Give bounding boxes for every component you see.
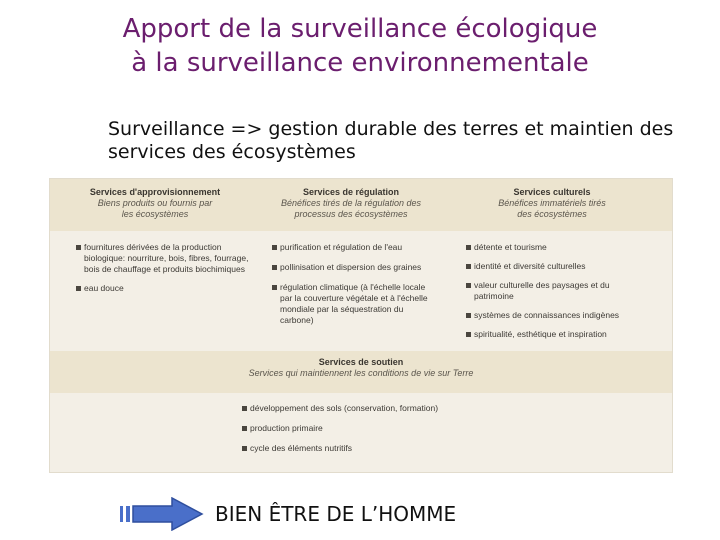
list-item: systèmes de connaissances indigènes	[466, 310, 646, 321]
slide-title	[0, 12, 720, 80]
cultural-heading: Services culturels	[513, 187, 591, 197]
cultural-subheading: Bénéfices immatériels tirés des écosystèmes	[498, 198, 606, 219]
provisioning-heading: Services d'approvisionnement	[89, 187, 221, 197]
regulation-header	[262, 187, 440, 220]
list-item: cycle des éléments nutritifs	[242, 443, 502, 454]
slide-subtitle: Surveillance => gestion durable des terres et maintien des services des écosystèmes	[108, 118, 674, 163]
list-item: régulation climatique (à l'échelle locale par la couverture végétale et à l'échelle mondiale par la séquestration du carbone)	[272, 282, 438, 326]
support-header	[200, 357, 522, 379]
right-arrow-icon	[120, 497, 204, 531]
cultural-header	[462, 187, 642, 220]
list-item: pollinisation et dispersion des graines	[272, 262, 452, 273]
list-item: détente et tourisme	[466, 242, 646, 253]
regulation-list	[272, 242, 452, 334]
cultural-list	[466, 242, 646, 348]
support-subheading: Services qui maintiennent les conditions de vie sur Terre	[248, 368, 474, 378]
ecosystem-services-figure	[49, 178, 673, 473]
regulation-heading: Services de régulation	[302, 187, 400, 197]
list-item: fournitures dérivées de la production biologique: nourriture, bois, fibres, fourrage, bois de chauffage et produits biochimiques	[76, 242, 256, 275]
provisioning-list	[76, 242, 256, 302]
arrow-graphic	[120, 497, 204, 531]
list-item: développement des sols (conservation, formation)	[242, 403, 502, 414]
list-item: production primaire	[242, 423, 502, 434]
list-item: identité et diversité culturelles	[466, 261, 646, 272]
regulation-subheading: Bénéfices tirés de la régulation des processus des écosystèmes	[280, 198, 422, 219]
human-wellbeing-label: BIEN ÊTRE DE L’HOMME	[215, 502, 457, 526]
provisioning-subheading: Biens produits ou fournis par les écosystèmes	[97, 198, 213, 219]
title-line-1: Apport de la surveillance écologique	[122, 14, 598, 44]
support-list	[242, 403, 502, 462]
list-item: valeur culturelle des paysages et du patrimoine	[466, 280, 636, 302]
list-item: eau douce	[76, 283, 256, 294]
title-line-2: à la surveillance environnementale	[131, 48, 589, 78]
list-item: purification et régulation de l'eau	[272, 242, 452, 253]
support-heading: Services de soutien	[318, 357, 404, 367]
list-item: spiritualité, esthétique et inspiration	[466, 329, 646, 340]
provisioning-header	[70, 187, 240, 220]
